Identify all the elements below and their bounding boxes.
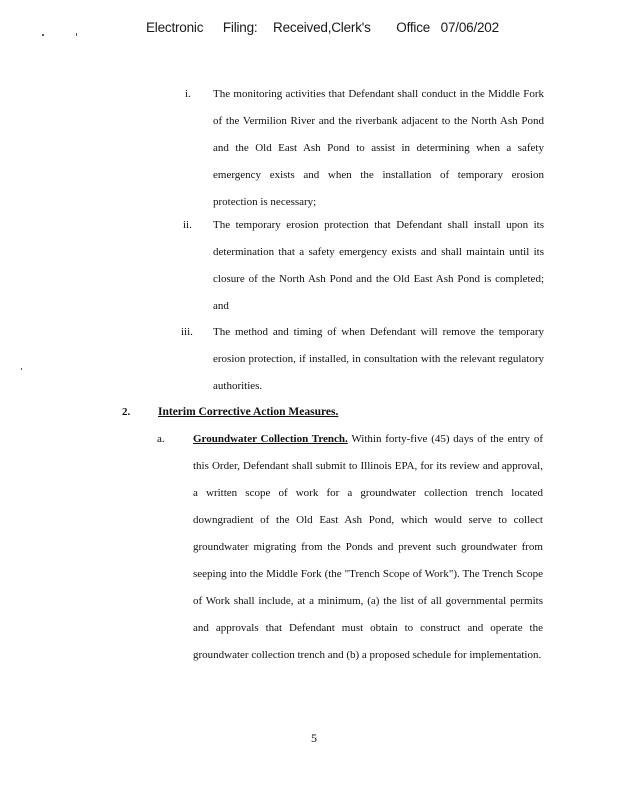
list-item-text: The monitoring activities that Defendant shall conduct in the Middle Fork of the Vermilion River and the riverbank adjacent to the North Ash Pond and the Old East Ash Pond to assist in determining when a safety emergency exists and when the installation of temporary erosion protection is necessary; <box>213 88 544 208</box>
list-item-label: ii. <box>183 219 192 231</box>
page-number: 5 <box>311 731 317 745</box>
section-number: 2. <box>122 406 131 418</box>
subitem-label: a. <box>157 433 165 445</box>
list-item-label: iii. <box>181 326 193 338</box>
scan-artifact <box>21 368 22 370</box>
header-office: Office <box>396 20 431 35</box>
section-heading: Interim Corrective Action Measures. <box>158 406 339 418</box>
list-item-text: The temporary erosion protection that Defendant shall install upon its determination that a safety emergency exists and shall maintain until its closure of the North Ash Pond and the Old East Ash Pond is completed; and <box>213 219 544 312</box>
scan-artifact <box>42 34 44 36</box>
subitem-paragraph <box>193 426 543 669</box>
header-filing: Filing: <box>222 20 258 35</box>
header-received: Received,Clerk's <box>273 20 371 35</box>
list-item-text: The method and timing of when Defendant will remove the temporary erosion protection, if installed, in consultation with the relevant regulatory authorities. <box>213 326 544 392</box>
subitem-text: Within forty-five (45) days of the entry of this Order, Defendant shall submit to Illinois EPA, for its review and approval, a written scope of work for a groundwater collection trench located downgradient of the Old East Ash Pond, which would serve to collect groundwater migrating from the Ponds and prevent such groundwater from seeping into the Middle Fork (the "Trench Scope of Work"). The Trench Scope of Work shall include, at a minimum, (a) the list of all governmental permits and approvals that Defendant must obtain to construct and operate the groundwater collection trench and (b) a proposed schedule for implementation. <box>193 433 543 661</box>
header-electronic: Electronic <box>146 20 204 35</box>
list-item-label: i. <box>185 88 191 100</box>
header-date: 07/06/202 <box>440 20 499 35</box>
subitem-title: Groundwater Collection Trench. <box>193 433 348 445</box>
scan-artifact <box>76 33 77 36</box>
filing-stamp-header <box>146 20 499 35</box>
